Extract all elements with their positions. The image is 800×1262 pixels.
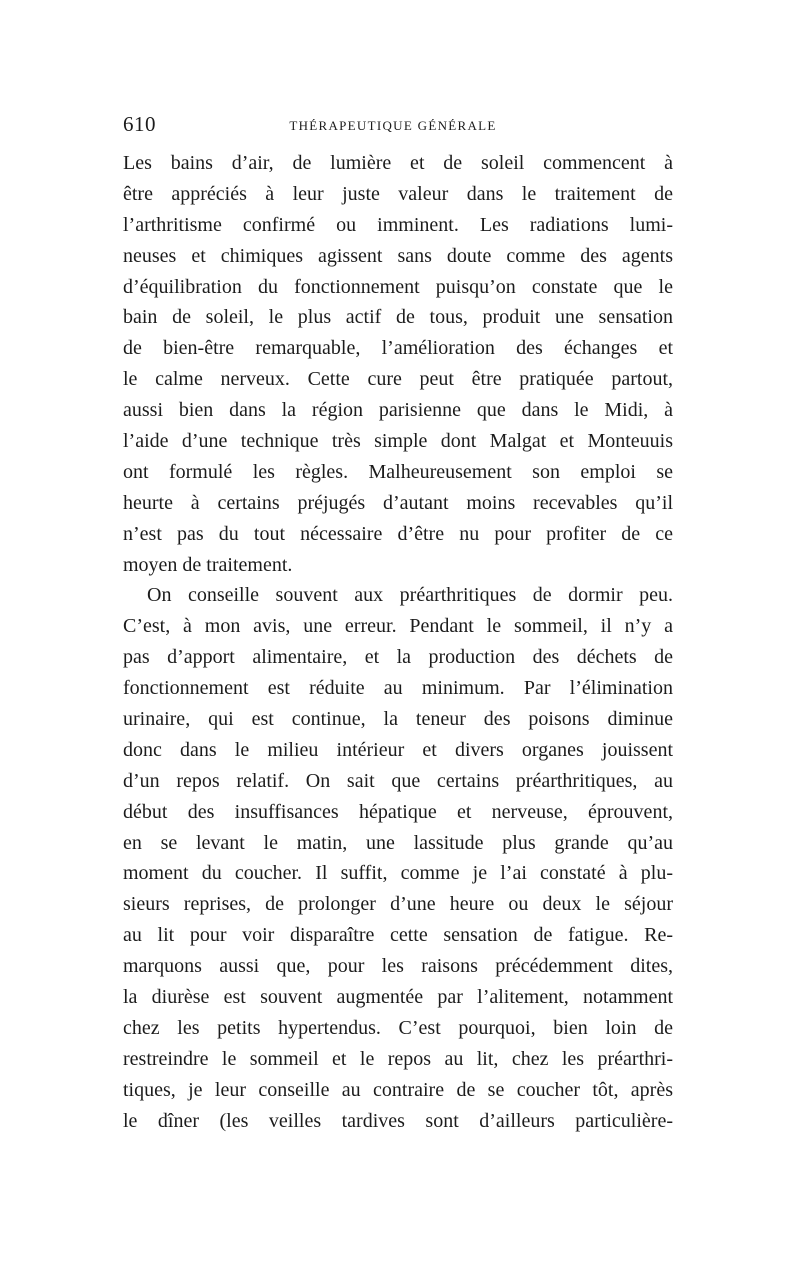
text-line: le dîner (les veilles tardives sont d’ailleurs particulière-	[123, 1109, 673, 1132]
text-line: l’aide d’une technique très simple dont Malgat et Monteuuis	[123, 430, 673, 453]
text-line: restreindre le sommeil et le repos au lit, chez les préarthri-	[123, 1047, 673, 1070]
text-line: en se levant le matin, une lassitude plus grande qu’au	[123, 831, 673, 854]
text-line: bain de soleil, le plus actif de tous, produit une sensation	[123, 306, 673, 329]
text-line: au lit pour voir disparaître cette sensation de fatigue. Re-	[123, 924, 673, 947]
paragraph	[123, 580, 673, 1136]
text-line: C’est, à mon avis, une erreur. Pendant le sommeil, il n’y a	[123, 615, 673, 638]
text-line: d’équilibration du fonctionnement puisqu’on constate que le	[123, 275, 673, 298]
text-line: marquons aussi que, pour les raisons précédemment dites,	[123, 955, 673, 978]
paragraph	[123, 148, 673, 580]
text-line: aussi bien dans la région parisienne que dans le Midi, à	[123, 399, 673, 422]
text-line: On conseille souvent aux préarthritiques de dormir peu.	[147, 584, 673, 607]
text-line: neuses et chimiques agissent sans doute comme des agents	[123, 244, 673, 267]
text-line: n’est pas du tout nécessaire d’être nu pour profiter de ce	[123, 522, 673, 545]
text-line: début des insuffisances hépatique et nerveuse, éprouvent,	[123, 800, 673, 823]
text-line: être appréciés à leur juste valeur dans le traitement de	[123, 182, 673, 205]
text-line: sieurs reprises, de prolonger d’une heure ou deux le séjour	[123, 893, 673, 916]
body-text	[123, 148, 673, 1137]
page-number: 610	[123, 112, 156, 136]
text-line: fonctionnement est réduite au minimum. Par l’élimination	[123, 677, 673, 700]
text-line: le calme nerveux. Cette cure peut être pratiquée partout,	[123, 368, 673, 391]
text-line: heurte à certains préjugés d’autant moins recevables qu’il	[123, 491, 673, 514]
text-line: tiques, je leur conseille au contraire de se coucher tôt, après	[123, 1078, 673, 1101]
text-line: moyen de traitement.	[123, 553, 293, 576]
text-line: chez les petits hypertendus. C’est pourquoi, bien loin de	[123, 1016, 673, 1039]
text-line: d’un repos relatif. On sait que certains préarthritiques, au	[123, 769, 673, 792]
text-line: l’arthritisme confirmé ou imminent. Les radiations lumi-	[123, 213, 673, 236]
text-line: moment du coucher. Il suffit, comme je l’ai constaté à plu-	[123, 862, 673, 885]
text-line: la diurèse est souvent augmentée par l’alitement, notamment	[123, 986, 673, 1009]
text-line: urinaire, qui est continue, la teneur des poisons diminue	[123, 708, 673, 731]
text-line: de bien-être remarquable, l’amélioration des échanges et	[123, 337, 673, 360]
page-header	[123, 112, 671, 144]
text-line: pas d’apport alimentaire, et la production des déchets de	[123, 646, 673, 669]
running-title: THÉRAPEUTIQUE GÉNÉRALE	[289, 118, 497, 133]
text-line: ont formulé les règles. Malheureusement son emploi se	[123, 460, 673, 483]
text-line: Les bains d’air, de lumière et de soleil commencent à	[123, 152, 673, 174]
text-line: donc dans le milieu intérieur et divers organes jouissent	[123, 738, 673, 761]
